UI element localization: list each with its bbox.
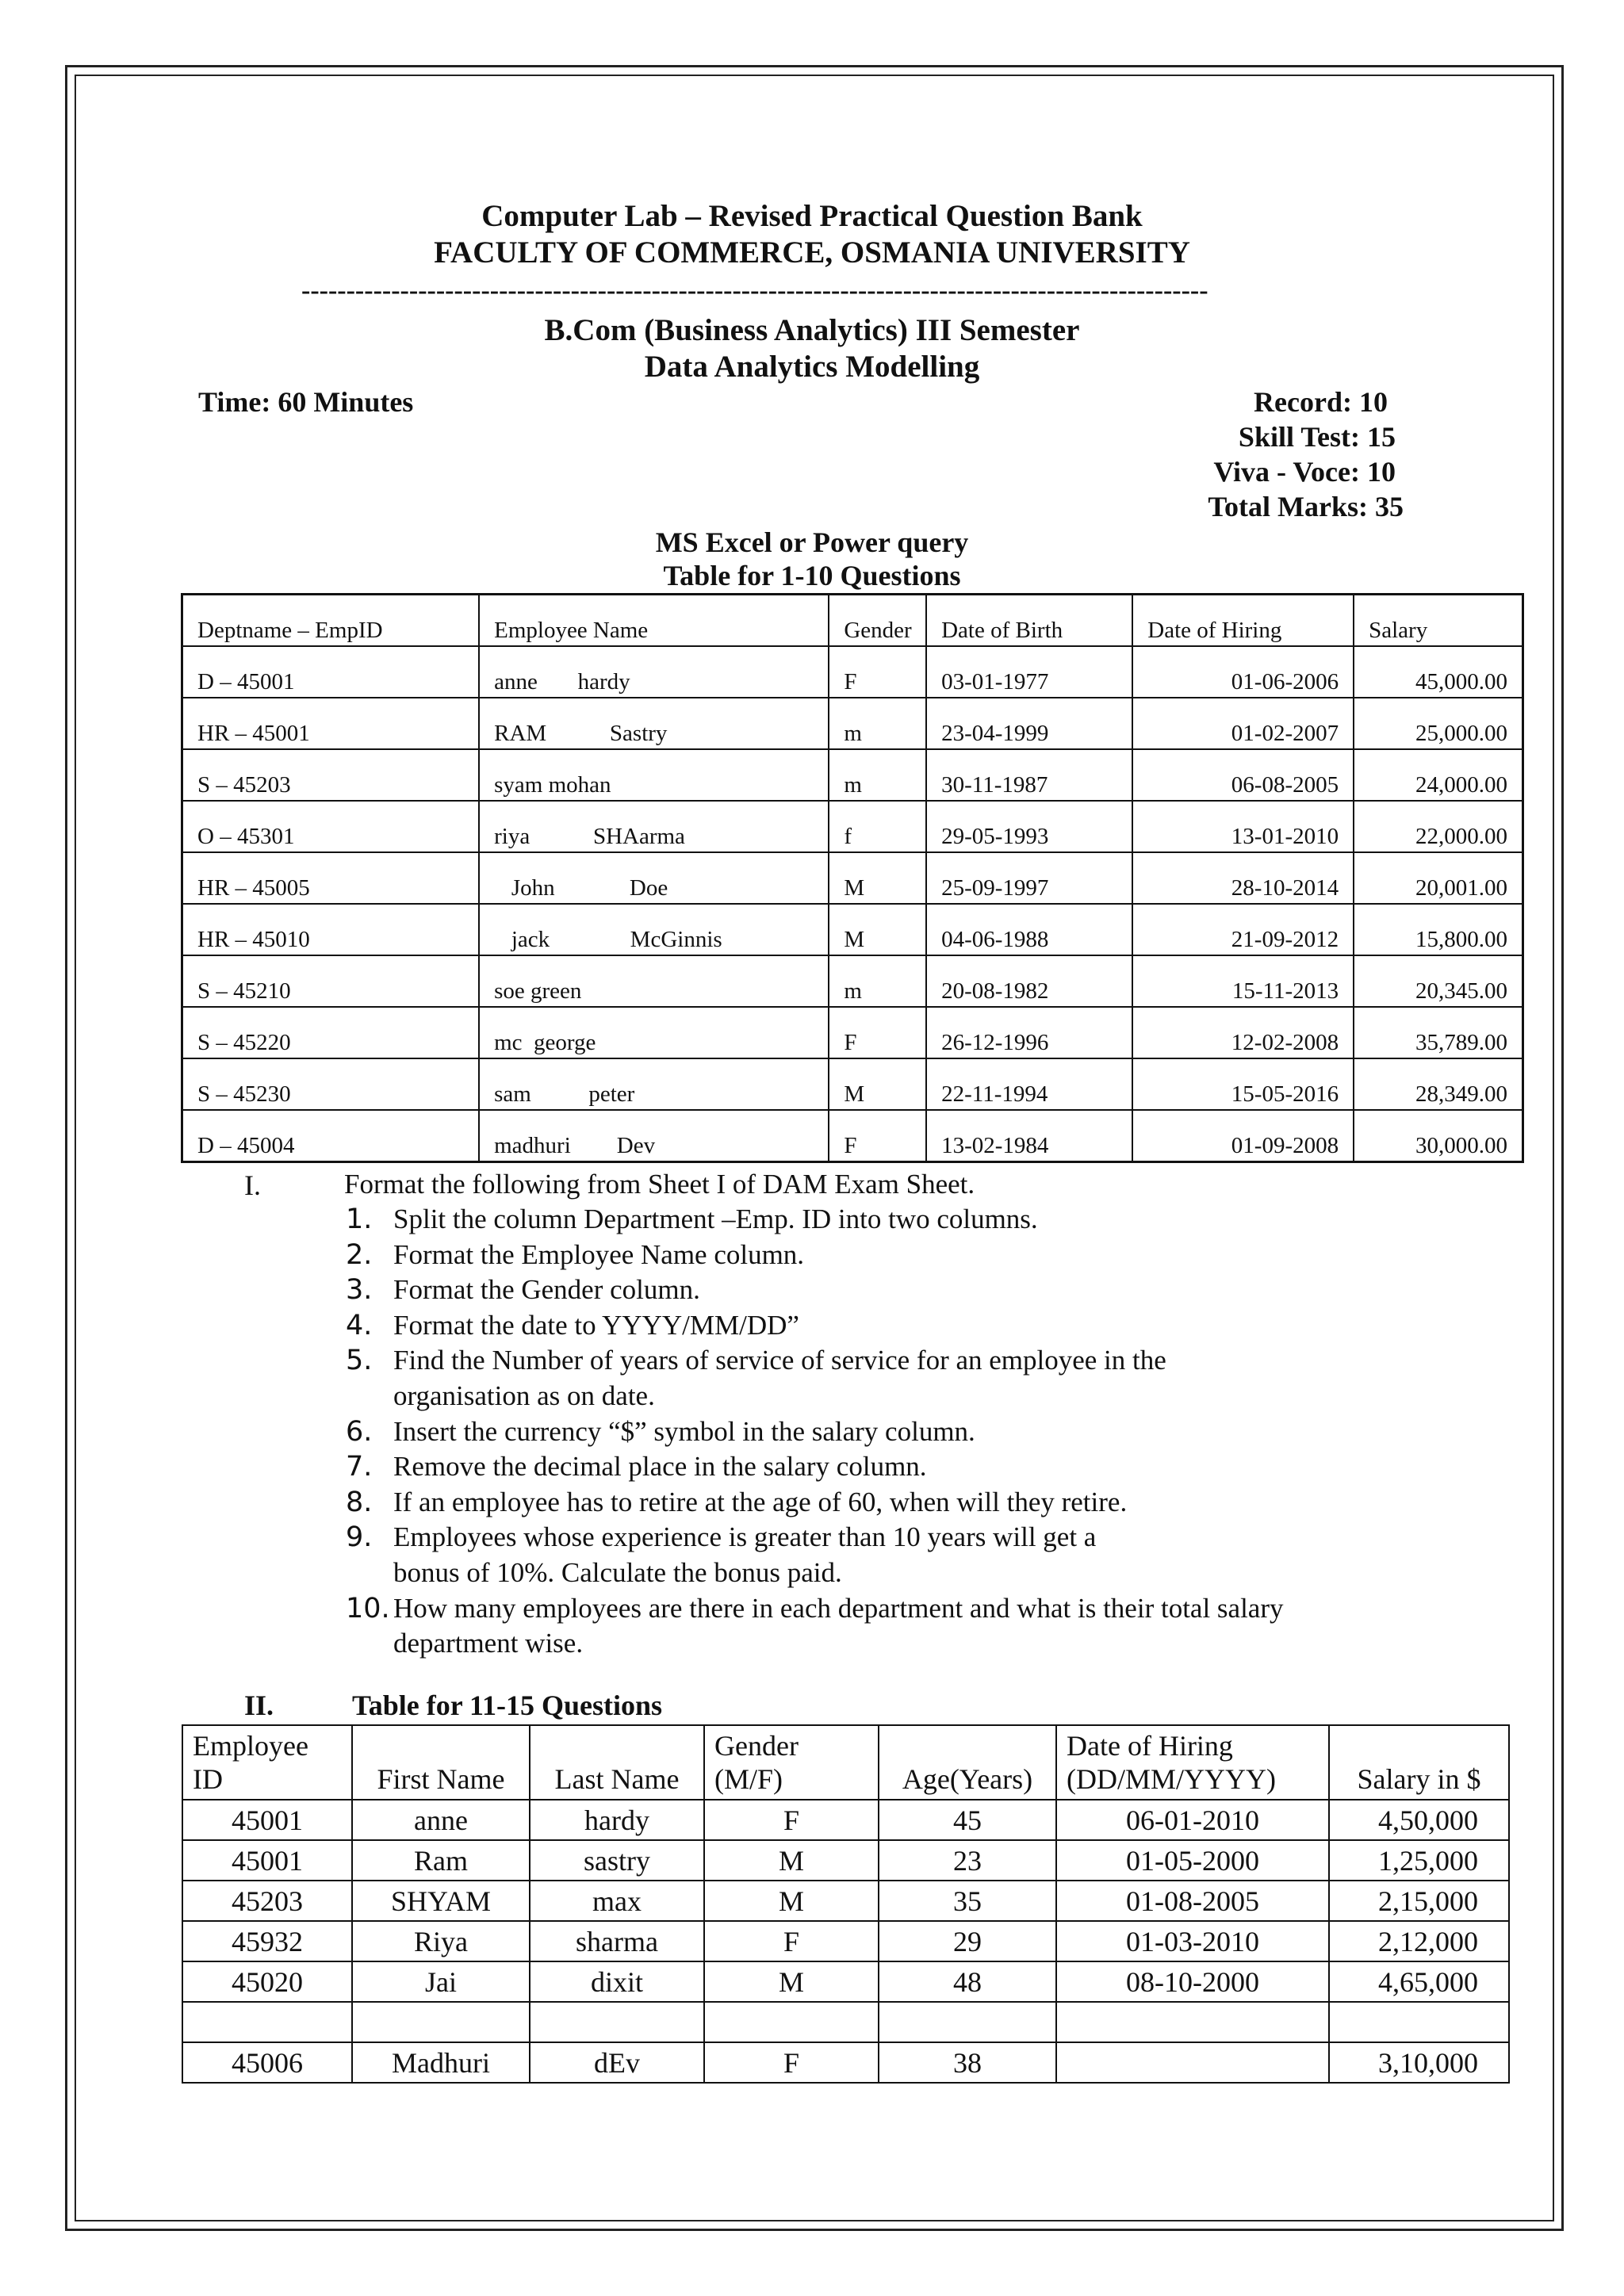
table1-cell-dept-empid: HR – 45010 <box>182 904 480 955</box>
table2-cell-employee-id: 45001 <box>182 1840 352 1881</box>
table2-row <box>182 1881 1509 1921</box>
table2-header-line: Last Name <box>554 1763 680 1795</box>
question-text: If an employee has to retire at the age of 60, when will they retire. <box>393 1486 1128 1517</box>
table2-header-line <box>540 1729 694 1762</box>
table1-cell-employee-name: syam mohan <box>479 749 829 801</box>
table1-cell-salary: 24,000.00 <box>1354 749 1522 801</box>
table1-row <box>182 749 1523 801</box>
question-text: Split the column Department –Emp. ID into two columns. <box>393 1203 1038 1234</box>
table2-row <box>182 1921 1509 1961</box>
table2-cell-last-name: sastry <box>530 1840 704 1881</box>
table2-cell-date-of-hiring: 06-01-2010 <box>1056 1800 1329 1840</box>
tool-heading: MS Excel or Power query <box>655 526 969 558</box>
table1-header-dept-empid: Deptname – EmpID <box>182 595 480 647</box>
question-number: 6. <box>346 1415 373 1448</box>
table2-header-line <box>1339 1729 1499 1762</box>
table1-cell-date-of-hiring: 15-11-2013 <box>1132 955 1354 1007</box>
table1-cell-salary: 25,000.00 <box>1354 698 1522 749</box>
table1-cell-date-of-hiring: 01-06-2006 <box>1132 646 1354 698</box>
table2-header-line: Salary in $ <box>1357 1763 1481 1795</box>
employee-table-1 <box>181 593 1524 1163</box>
question-text: Remove the decimal place in the salary column. <box>393 1451 927 1483</box>
table1-cell-dept-empid: S – 45203 <box>182 749 480 801</box>
table1-cell-gender: F <box>829 646 926 698</box>
table1-cell-dept-empid: O – 45301 <box>182 801 480 852</box>
marks-total: Total Marks: 35 <box>1208 491 1404 522</box>
table2-caption: Table for 11-15 Questions <box>352 1689 663 1721</box>
table2-cell-salary <box>1329 2002 1509 2042</box>
section-2-numeral: II. <box>244 1689 274 1721</box>
table1-row <box>182 1007 1523 1058</box>
question-number: 2. <box>346 1238 373 1271</box>
document-title: Computer Lab – Revised Practical Question Bank <box>481 199 1143 233</box>
table1-cell-date-of-hiring: 01-09-2008 <box>1132 1110 1354 1162</box>
employee-table-2 <box>182 1724 1510 2084</box>
table1-cell-gender: M <box>829 852 926 904</box>
table1-cell-salary: 30,000.00 <box>1354 1110 1522 1162</box>
table2-cell-last-name: max <box>530 1881 704 1921</box>
question-text: Employees whose experience is greater than 10 years will get a <box>393 1521 1097 1553</box>
section-1-numeral: I. <box>244 1169 261 1201</box>
table2-cell-last-name: dEv <box>530 2042 704 2083</box>
table2-cell-date-of-hiring: 01-03-2010 <box>1056 1921 1329 1961</box>
table1-row <box>182 698 1523 749</box>
table1-cell-dept-empid: HR – 45001 <box>182 698 480 749</box>
section-1-intro: Format the following from Sheet I of DAM Exam Sheet. <box>344 1169 975 1200</box>
table1-header-employee-name: Employee Name <box>479 595 829 647</box>
table2-cell-gender: F <box>704 1921 879 1961</box>
table1-cell-date-of-hiring: 01-02-2007 <box>1132 698 1354 749</box>
table2-header-line: (DD/MM/YYYY) <box>1067 1763 1276 1795</box>
table1-cell-date-of-hiring: 06-08-2005 <box>1132 749 1354 801</box>
table2-cell-date-of-hiring <box>1056 2002 1329 2042</box>
table2-cell-first-name: Jai <box>352 1961 530 2002</box>
table1-cell-date-of-birth: 29-05-1993 <box>926 801 1132 852</box>
question-number: 3. <box>346 1274 373 1307</box>
table1-cell-gender: m <box>829 749 926 801</box>
table2-header-line: Date of Hiring <box>1067 1730 1233 1762</box>
table1-cell-dept-empid: S – 45230 <box>182 1058 480 1110</box>
table2-header-row <box>182 1725 1509 1800</box>
table1-cell-date-of-hiring: 21-09-2012 <box>1132 904 1354 955</box>
table2-cell-first-name: Madhuri <box>352 2042 530 2083</box>
table1-row <box>182 955 1523 1007</box>
table1-cell-dept-empid: S – 45220 <box>182 1007 480 1058</box>
question-text: Format the Gender column. <box>393 1274 700 1306</box>
table1-cell-date-of-birth: 22-11-1994 <box>926 1058 1132 1110</box>
table1-cell-employee-name: madhuri Dev <box>479 1110 829 1162</box>
table2-header-first-name <box>352 1725 530 1800</box>
table2-header-date-of-hiring <box>1056 1725 1329 1800</box>
table1-cell-dept-empid: D – 45004 <box>182 1110 480 1162</box>
table1-cell-salary: 28,349.00 <box>1354 1058 1522 1110</box>
table1-cell-date-of-birth: 03-01-1977 <box>926 646 1132 698</box>
table2-cell-first-name: SHYAM <box>352 1881 530 1921</box>
table2-header-line: ID <box>193 1763 223 1795</box>
table1-cell-salary: 35,789.00 <box>1354 1007 1522 1058</box>
table2-cell-date-of-hiring: 08-10-2000 <box>1056 1961 1329 2002</box>
table2-cell-age: 23 <box>879 1840 1056 1881</box>
table2-cell-date-of-hiring: 01-08-2005 <box>1056 1881 1329 1921</box>
table1-cell-gender: M <box>829 904 926 955</box>
table2-cell-first-name: Ram <box>352 1840 530 1881</box>
table2-cell-employee-id: 45203 <box>182 1881 352 1921</box>
table1-cell-gender: m <box>829 955 926 1007</box>
table2-cell-first-name: anne <box>352 1800 530 1840</box>
question-text: organisation as on date. <box>393 1380 655 1411</box>
table1-cell-date-of-hiring: 15-05-2016 <box>1132 1058 1354 1110</box>
table1-header-row <box>182 595 1523 647</box>
table2-cell-salary: 4,65,000 <box>1329 1961 1509 2002</box>
table2-cell-salary: 2,12,000 <box>1329 1921 1509 1961</box>
table2-cell-age: 48 <box>879 1961 1056 2002</box>
table1-cell-salary: 20,001.00 <box>1354 852 1522 904</box>
table2-cell-salary: 4,50,000 <box>1329 1800 1509 1840</box>
table1-cell-date-of-birth: 20-08-1982 <box>926 955 1132 1007</box>
table2-header-line: Employee <box>193 1730 308 1762</box>
table1-cell-gender: f <box>829 801 926 852</box>
table1-caption: Table for 1-10 Questions <box>663 560 961 591</box>
table2-cell-gender: F <box>704 2042 879 2083</box>
table2-row <box>182 1961 1509 2002</box>
table1-row <box>182 1058 1523 1110</box>
table2-cell-gender: F <box>704 1800 879 1840</box>
table1-header-gender: Gender <box>829 595 926 647</box>
table2-cell-last-name: hardy <box>530 1800 704 1840</box>
table2-cell-employee-id: 45001 <box>182 1800 352 1840</box>
table1-row <box>182 904 1523 955</box>
marks-record: Record: 10 <box>1254 386 1388 418</box>
table1-cell-dept-empid: HR – 45005 <box>182 852 480 904</box>
marks-viva-voce: Viva - Voce: 10 <box>1213 456 1396 488</box>
question-number: 7. <box>346 1451 373 1483</box>
table1-row <box>182 801 1523 852</box>
table2-header-line <box>889 1729 1046 1762</box>
table1-cell-employee-name: John Doe <box>479 852 829 904</box>
table2-cell-employee-id: 45020 <box>182 1961 352 2002</box>
table2-cell-age: 38 <box>879 2042 1056 2083</box>
table1-cell-date-of-birth: 30-11-1987 <box>926 749 1132 801</box>
table1-cell-employee-name: anne hardy <box>479 646 829 698</box>
table1-cell-dept-empid: D – 45001 <box>182 646 480 698</box>
table2-cell-employee-id <box>182 2002 352 2042</box>
faculty-name: FACULTY OF COMMERCE, OSMANIA UNIVERSITY <box>434 235 1190 270</box>
question-number: 8. <box>346 1486 373 1518</box>
table2-row <box>182 2042 1509 2083</box>
question-number: 10. <box>346 1592 390 1624</box>
question-text: How many employees are there in each department and what is their total salary <box>393 1592 1284 1624</box>
question-number: 1. <box>346 1203 373 1235</box>
table1-cell-gender: F <box>829 1110 926 1162</box>
table1-cell-employee-name: jack McGinnis <box>479 904 829 955</box>
table2-cell-age <box>879 2002 1056 2042</box>
course-name: B.Com (Business Analytics) III Semester <box>544 313 1080 347</box>
table1-cell-employee-name: sam peter <box>479 1058 829 1110</box>
table1-cell-salary: 45,000.00 <box>1354 646 1522 698</box>
table1-cell-date-of-birth: 25-09-1997 <box>926 852 1132 904</box>
table2-header-line <box>362 1729 519 1762</box>
marks-skill-test: Skill Test: 15 <box>1238 421 1396 453</box>
table1-row <box>182 1110 1523 1162</box>
table1-cell-date-of-birth: 26-12-1996 <box>926 1007 1132 1058</box>
table1-cell-employee-name: mc george <box>479 1007 829 1058</box>
table1-cell-date-of-hiring: 12-02-2008 <box>1132 1007 1354 1058</box>
table1-header-date-of-hiring: Date of Hiring <box>1132 595 1354 647</box>
table1-header-date-of-birth: Date of Birth <box>926 595 1132 647</box>
table2-cell-last-name <box>530 2002 704 2042</box>
table2-cell-last-name: sharma <box>530 1921 704 1961</box>
question-number: 4. <box>346 1309 373 1341</box>
table1-cell-salary: 22,000.00 <box>1354 801 1522 852</box>
table1-header-salary: Salary <box>1354 595 1522 647</box>
table2-cell-age: 29 <box>879 1921 1056 1961</box>
subject-name: Data Analytics Modelling <box>644 350 980 384</box>
table2-cell-first-name <box>352 2002 530 2042</box>
separator-line: ----------------------------------------------------------------------------------------------------- <box>301 276 1208 305</box>
table2-cell-salary: 2,15,000 <box>1329 1881 1509 1921</box>
table2-row <box>182 1800 1509 1840</box>
table2-cell-gender: M <box>704 1881 879 1921</box>
question-text: Format the Employee Name column. <box>393 1238 805 1270</box>
table1-cell-date-of-birth: 13-02-1984 <box>926 1110 1132 1162</box>
question-text: department wise. <box>393 1628 584 1659</box>
table2-header-last-name <box>530 1725 704 1800</box>
table2-cell-date-of-hiring: 01-05-2000 <box>1056 1840 1329 1881</box>
table1-cell-date-of-birth: 04-06-1988 <box>926 904 1132 955</box>
table1-cell-employee-name: soe green <box>479 955 829 1007</box>
table2-header-line: (M/F) <box>714 1763 783 1795</box>
table1-cell-employee-name: riya SHAarma <box>479 801 829 852</box>
table1-cell-date-of-hiring: 13-01-2010 <box>1132 801 1354 852</box>
table2-header-gender <box>704 1725 879 1800</box>
table2-cell-age: 35 <box>879 1881 1056 1921</box>
table1-cell-salary: 20,345.00 <box>1354 955 1522 1007</box>
table2-cell-age: 45 <box>879 1800 1056 1840</box>
table2-row <box>182 1840 1509 1881</box>
table1-cell-gender: F <box>829 1007 926 1058</box>
table2-header-employee-id <box>182 1725 352 1800</box>
table1-row <box>182 646 1523 698</box>
table2-header-line: Age(Years) <box>902 1763 1033 1795</box>
table2-cell-salary: 3,10,000 <box>1329 2042 1509 2083</box>
question-number: 9. <box>346 1521 373 1554</box>
table2-header-line: First Name <box>377 1763 505 1795</box>
table2-cell-last-name: dixit <box>530 1961 704 2002</box>
table2-header-salary <box>1329 1725 1509 1800</box>
table2-cell-employee-id: 45006 <box>182 2042 352 2083</box>
table2-cell-employee-id: 45932 <box>182 1921 352 1961</box>
table2-header-line: Gender <box>714 1730 799 1762</box>
table2-cell-first-name: Riya <box>352 1921 530 1961</box>
table2-cell-gender <box>704 2002 879 2042</box>
table1-row <box>182 852 1523 904</box>
table2-cell-date-of-hiring <box>1056 2042 1329 2083</box>
table1-cell-dept-empid: S – 45210 <box>182 955 480 1007</box>
exam-time: Time: 60 Minutes <box>198 386 414 418</box>
table1-cell-gender: m <box>829 698 926 749</box>
table2-header-age <box>879 1725 1056 1800</box>
table2-row <box>182 2002 1509 2042</box>
table1-cell-salary: 15,800.00 <box>1354 904 1522 955</box>
table1-cell-date-of-hiring: 28-10-2014 <box>1132 852 1354 904</box>
question-text: Format the date to YYYY/MM/DD” <box>393 1309 799 1341</box>
table1-cell-gender: M <box>829 1058 926 1110</box>
question-text: bonus of 10%. Calculate the bonus paid. <box>393 1557 842 1588</box>
question-number: 5. <box>346 1345 373 1377</box>
table2-cell-gender: M <box>704 1961 879 2002</box>
table2-cell-gender: M <box>704 1840 879 1881</box>
question-text: Insert the currency “$” symbol in the salary column. <box>393 1415 975 1447</box>
question-text: Find the Number of years of service of service for an employee in the <box>393 1345 1166 1376</box>
table1-cell-date-of-birth: 23-04-1999 <box>926 698 1132 749</box>
table2-cell-salary: 1,25,000 <box>1329 1840 1509 1881</box>
table1-cell-employee-name: RAM Sastry <box>479 698 829 749</box>
